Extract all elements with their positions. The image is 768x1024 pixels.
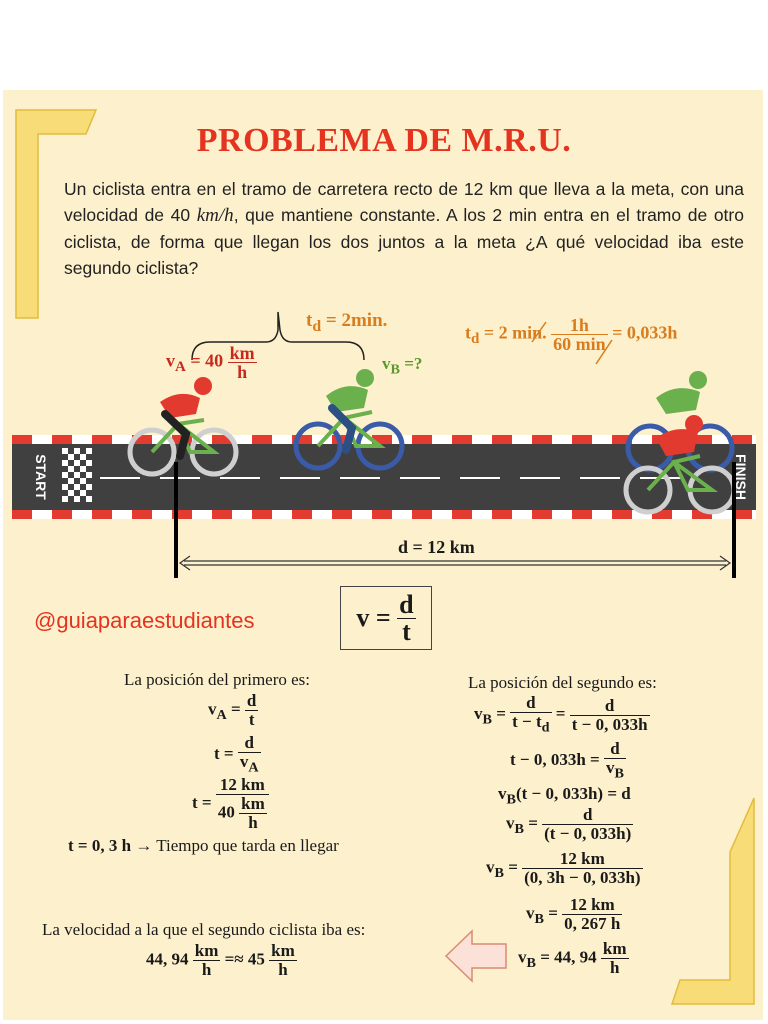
distance-label: d = 12 km	[398, 537, 475, 557]
time-delay-label: $t_d = 2\min$.	[306, 310, 388, 335]
problem-statement: Un ciclista entra en el tramo de carretera recto de 12 km que lleva a la meta, con una velocidad de 40 km/h, que mantiene constante. A los 2 min entra en el tramo de otro ciclista, de forma que llegan los dos juntos a la meta ¿A qué velocidad iba este segundo ciclista?	[64, 179, 744, 278]
second-eq-3: $v_B(t - 0$, 033h) = d	[498, 784, 631, 808]
first-eq-1: $v_A$ = $\frac{d}{t}$	[208, 691, 257, 729]
second-eq-5: $v_B$ = $\frac{12 km}{(0, 3h - 0, 033h)}$	[486, 849, 641, 887]
first-heading: La posición del primero es:	[124, 670, 311, 689]
finish-text: FINISH	[733, 454, 749, 500]
author-handle: @guiaparaestudiantes	[34, 608, 255, 633]
velocity-b-label: $v_B$ =?	[382, 354, 423, 378]
first-eq-3: t = 12 km 40 $\frac{km}{h}$	[192, 776, 269, 832]
second-eq-4: $v_B$ = $\frac{d}{(t - 0, 033h)}$	[506, 805, 632, 843]
result-value: 44, 94 $\frac{km}{h}$ =≈ 45 $\frac{km}{h}$	[146, 941, 295, 979]
velocity-a-label: $v_A = 40$ $\frac{km}{h}$	[166, 343, 255, 382]
result-heading: La velocidad a la que el segundo ciclista iba es:	[42, 920, 366, 939]
velocity-formula-box: v = $\frac{d}{t}$	[340, 586, 432, 650]
time-conversion: $t_d = 2$ min. $\frac{1h}{60 \min}$ = 0,033h	[465, 315, 678, 354]
second-eq-2: t − 0, 033h = $\frac{d}{v_B}$	[510, 739, 624, 782]
start-text: START	[33, 454, 49, 500]
first-eq-2: t = $\frac{d}{v_A}$	[214, 733, 259, 776]
distance-arrow	[180, 556, 730, 570]
left-arrow-icon	[444, 928, 510, 984]
curb-top	[12, 435, 756, 444]
page-title: PROBLEMA DE M.R.U.	[196, 122, 572, 159]
second-eq-1: $v_B$ = $\frac{d}{t - t_d}$ = $\frac{d}{t - 0, 033h}$	[474, 693, 648, 736]
second-eq-6: $v_B$ = $\frac{12 km}{0, 267 h}$	[526, 895, 621, 933]
second-heading: La posición del segundo es:	[468, 673, 657, 692]
second-eq-7: $v_B = 44$, 94 $\frac{km}{h}$	[518, 939, 627, 977]
first-result: t = 0, 3 h → Tiempo que tarda en llegar	[68, 836, 339, 855]
